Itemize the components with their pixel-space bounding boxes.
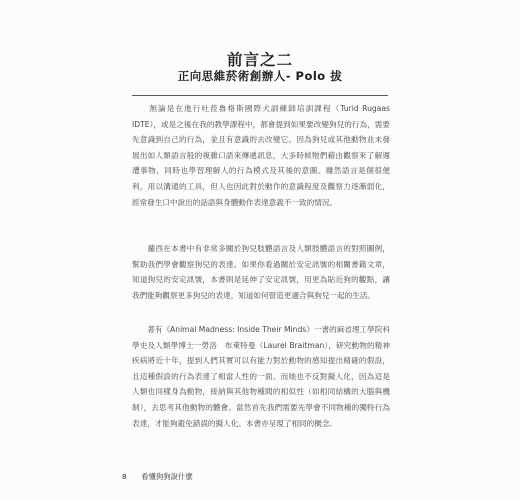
page-subtitle: 正向思維菸術創辦人- Polo 拔 bbox=[177, 69, 343, 83]
paragraph-3: 著有《Animal Madness: Inside Their Minds》一書的麻省理工學院科學史及人類學博士一勞洛 布萊特曼（Laurel Braitman），研究動物的精神疾病將近十年，提到人們其實可以有能力對於動物的感知提出精確的假設，且這種假設的行為表達了相當人性的一面。而她也不反對擬人化，因為這是人類也同樣身為動物，接納與其他物種間的相似性（如相同結構的大腦與機制），去思考其他動物的體會。當然首先我們需要先學會不同物種的獨特行為表達，才能夠避免錯誤的擬人化。本書亦呈現了相同的概念。 bbox=[132, 325, 390, 428]
page-footer bbox=[122, 471, 193, 482]
paragraph-1: 無論是在進行吐菈魯格斯國際犬訓練師培訓課程（Turid Rugaas IDTE），或是之後在我的教學課程中，都會提到如果要改變狗兒的行為，需要先意識到自己的行為，並且有意識的去改變它。因為狗兒或其他動物並未發展出如人類語言般的複雜口語來傳遞訊息，大多時候牠們藉由觀察來了解週遭事物，同時也學習理解人的行為模式及其後的意圖。雖然語言是個很便利，用以溝通的工具，但人也因此對於動作的意識程度及觀察力逐漸弱化，經常發生口中說出的話語與身體動作表達意義不一致的情況。 bbox=[132, 104, 390, 207]
page-number: 8 bbox=[122, 472, 127, 481]
page-title: 前言之二 bbox=[226, 51, 293, 69]
running-title: 看懂狗狗說什麼 bbox=[141, 472, 193, 481]
paragraph-2: 蘿西在本書中有非常多關於狗兒肢體語言及人類肢體語言的對照圖例，幫助我們學會觀察狗兒的表達。如果你看過關於安定訊號的相關書籍文章，知道狗兒的安定訊號，本書則是延伸了安定訊號，用更為貼近狗的觀點，讓我們能夠觀察更多狗兒的表達，知道如何營造更適合與狗兒一起的生活。 bbox=[132, 244, 390, 300]
title-divider bbox=[132, 95, 388, 96]
